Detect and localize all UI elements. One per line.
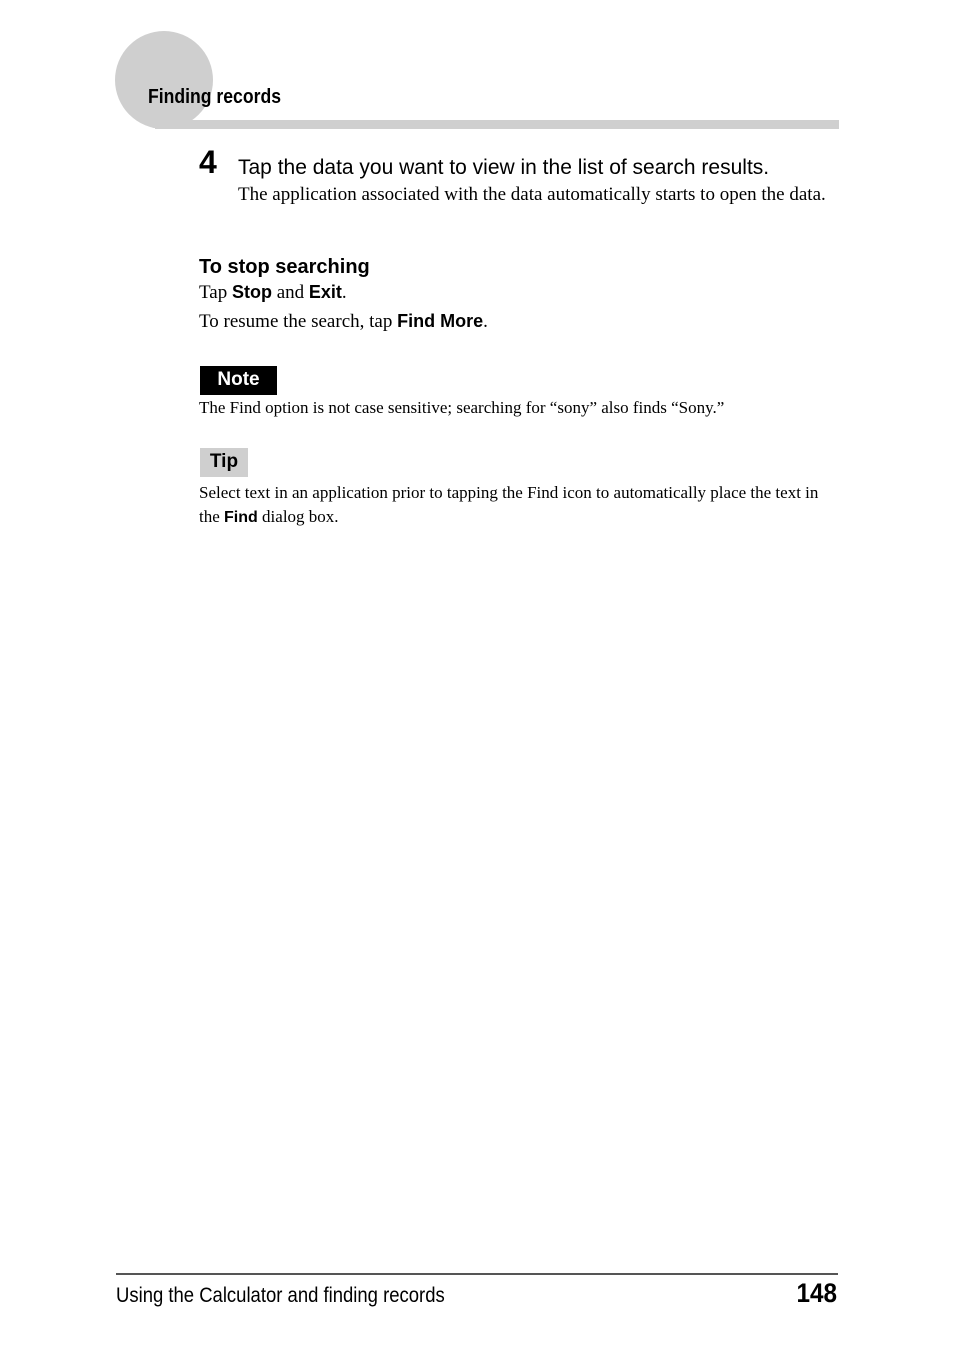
note-label: Note	[200, 366, 277, 395]
footer-chapter-title: Using the Calculator and finding records	[116, 1284, 445, 1307]
text-fragment: Select text in an application prior to tapping the Find icon to automatically place the text in the	[199, 483, 819, 526]
tip-label: Tip	[200, 448, 248, 477]
step-number: 4	[199, 144, 217, 180]
text-fragment: .	[483, 311, 488, 332]
text-fragment: dialog box.	[257, 507, 339, 526]
page-number: 148	[796, 1278, 837, 1308]
text-fragment: Tap	[199, 282, 232, 303]
step-title: Tap the data you want to view in the list of search results.	[238, 156, 770, 179]
stop-command: Stop	[231, 282, 272, 302]
stop-instruction	[199, 282, 347, 304]
stop-searching-heading: To stop searching	[199, 256, 370, 278]
resume-instruction	[199, 311, 488, 333]
text-fragment: .	[341, 282, 347, 303]
text-fragment: To resume the search, tap	[199, 311, 398, 332]
section-title: Finding records	[148, 86, 281, 108]
note-text: The Find option is not case sensitive; searching for “sony” also finds “Sony.”	[199, 398, 725, 417]
step-body: The application associated with the data automatically starts to open the data.	[238, 184, 826, 205]
text-fragment: and	[271, 282, 309, 303]
footer-rule	[116, 1273, 838, 1275]
section-tab-circle	[115, 31, 213, 129]
find-command: Find	[224, 509, 258, 526]
tip-text	[199, 481, 839, 530]
find-more-command: Find More	[397, 311, 484, 331]
exit-command: Exit	[308, 282, 342, 302]
header-rule	[155, 120, 839, 129]
